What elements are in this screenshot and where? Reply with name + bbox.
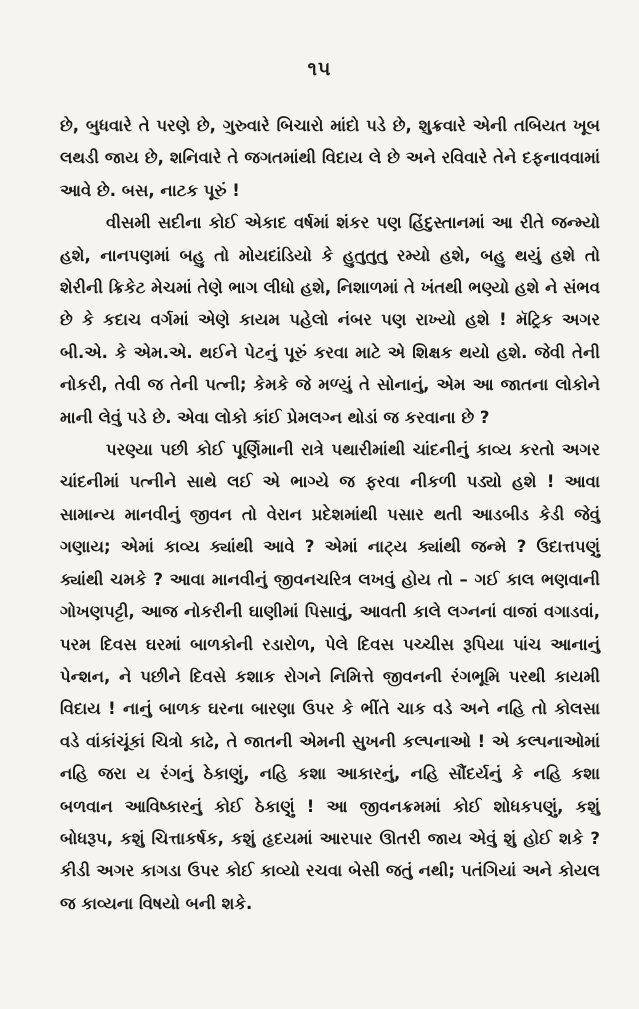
page-number: ૧૫: [307, 58, 332, 80]
paragraph-3: પરણ્યા પછી કોઈ પૂર્ણિમાની રાત્રે પથારીમાંથી ચાંદનીનું કાવ્ય કરતો અગર ચાંદનીમાં પત્નીને સાથે લઈ એ ભાગ્યે જ ફરવા નીકળી પડ્યો હશે ! આવા સામાન્ય માનવીનું જીવન તો વેરાન પ્રદેશમાંથી પસાર થતી આડબીડ કેડી જેવું ગણાય; એમાં કાવ્ય ક્યાંથી આવે ? એમાં નાટ્ય ક્યાંથી જન્મે ? ઉદાત્તપણું ક્યાંથી ચમકે ? આવા માનવીનું જીવનચરિત્ર લખવું હોય તો – ગઈ કાલ ભણવાની ગોખણપટ્ટી, આજ નોકરીની ઘાણીમાં પિસાવું, આવતી કાલે લગ્નનાં વાજાં વગાડવાં, પરમ દિવસ ઘરમાં બાળકોની રડારોળ, પેલે દિવસ પચ્ચીસ રૂપિયા પાંચ આનાનું પેન્શન, ને પછીને દિવસે કશાક રોગને નિમિત્તે જીવનની રંગભૂમિ પરથી કાયમી વિદાય ! નાનું બાળક ઘરના બારણા ઉપર કે ભીંતે ચાક વડે અને નહિ તો કોલસા વડે વાંકાંચૂંકાં ચિત્રો કાઢે, તે જાતની એમની સુખની કલ્પનાઓ ! એ કલ્પનાઓમાં નહિ જરા ય રંગનું ઠેકાણું, નહિ કશા આકારનું, નહિ સૌંદર્યનું કે નહિ કશા બળવાન આવિષ્કારનું કોઈ ઠેકાણું ! આ જીવનક્રમમાં કોઈ શોધકપણું, કશું બોધરૂપ, કશું ચિત્તાકર્ષક, કશું હૃદયમાં આરપાર ઊતરી જાય એવું શું હોઈ શકે ? કીડી અગર કાગડા ઉપર કોઈ કાવ્યો રચવા બેસી જતું નથી; પતંગિયાં અને કોયલ જ કાવ્યના વિષયો બની શકે.: [60, 440, 600, 913]
paragraph-2: વીસમી સદીના કોઈ એકાદ વર્ષમાં શંકર પણ હિંદુસ્તાનમાં આ રીતે જન્મ્યો હશે, નાનપણમાં બહુ તો મોયદાંડિયો કે હુતુતુતુ રમ્યો હશે, બહુ થયું હશે તો શેરીની ક્રિકેટ મેચમાં તેણે ભાગ લીધો હશે, નિશાળમાં તે ખંતથી ભણ્યો હશે ને સંભવ છે કે કદાચ વર્ગમાં એણે કાયમ પહેલો નંબર પણ રાખ્યો હશે ! મૅટ્રિક અગર બી.એ. કે એમ.એ. થઈને પેટનું પૂરું કરવા માટે એ શિક્ષક થયો હશે. જેવી તેની નોકરી, તેવી જ તેની પત્ની; કેમકે જે મળ્યું તે સોનાનું, એમ આ જાતના લોકોને માની લેવું પડે છે. એવા લોકો કાંઈ પ્રેમલગ્ન થોડાં જ કરવાના છે ?: [60, 213, 600, 427]
body-text: [60, 110, 600, 920]
paragraph-1: છે, બુધવારે તે પરણે છે, ગુરુવારે બિચારો માંદો પડે છે, શુક્રવારે એની તબિયત ખૂબ લથડી જાય છે, શનિવારે તે જગતમાંથી વિદાય લે છે અને રવિવારે તેને દફનાવવામાં આવે છે. બસ, નાટક પૂરું !: [60, 116, 600, 200]
